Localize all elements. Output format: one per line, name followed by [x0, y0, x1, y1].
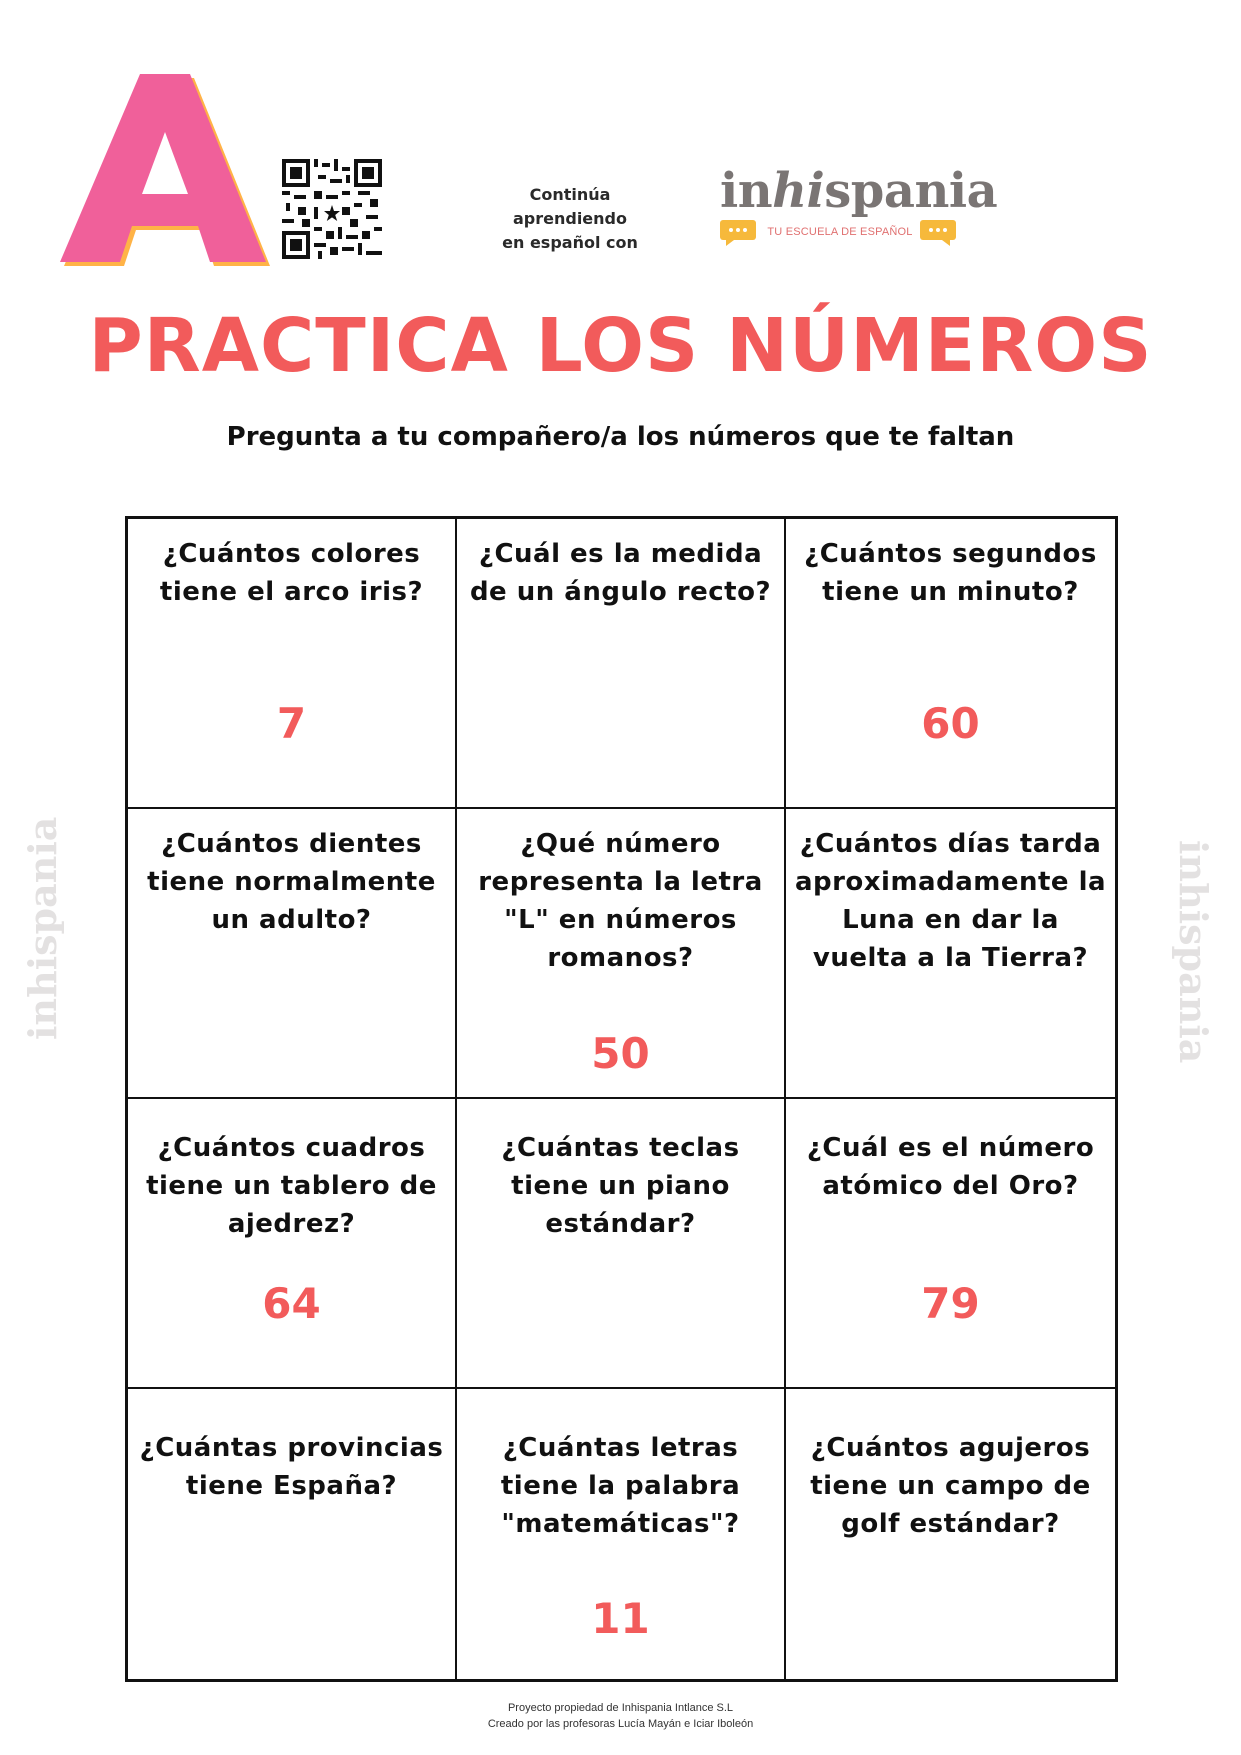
- brand-name: [720, 164, 997, 218]
- brand-name-accent: hi: [772, 163, 825, 219]
- question-card: [786, 1389, 1115, 1679]
- footer-line-1: Proyecto propiedad de Inhispania Intlance S.L: [507, 1702, 734, 1714]
- question-text: ¿Cuál es la medida de un ángulo recto?: [469, 539, 772, 607]
- continue-line-2: en español con: [502, 233, 638, 252]
- question-text: ¿Cuántos colores tiene el arco iris?: [159, 539, 424, 607]
- chat-bubble-icon: [920, 220, 956, 246]
- answer-number: 11: [591, 1594, 650, 1643]
- footer-credits: [0, 1700, 1241, 1732]
- answer-number: 7: [276, 699, 307, 748]
- big-letter-a-logo: [44, 70, 274, 270]
- question-text: ¿Qué número representa la letra "L" en números romanos?: [478, 829, 763, 973]
- question-card: [457, 1099, 786, 1389]
- answer-number: 60: [921, 699, 980, 748]
- chat-bubble-icon: [720, 220, 756, 246]
- question-card: [128, 1099, 457, 1389]
- question-card: [786, 1099, 1115, 1389]
- watermark-text: inhispania: [20, 816, 65, 1040]
- brand-tagline: TU ESCUELA DE ESPAÑOL: [767, 226, 913, 238]
- answer-number: 50: [591, 1029, 650, 1078]
- question-text: ¿Cuántos segundos tiene un minuto?: [804, 539, 1097, 607]
- question-text: ¿Cuántas teclas tiene un piano estándar?: [501, 1133, 740, 1239]
- question-text: ¿Cuántos cuadros tiene un tablero de ajedrez?: [146, 1133, 437, 1239]
- question-card: [786, 809, 1115, 1099]
- watermark-left: [20, 816, 90, 1040]
- continue-learning-text: [470, 183, 670, 255]
- watermark-text: inhispania: [1171, 840, 1216, 1064]
- inhispania-logo: [690, 150, 998, 262]
- footer-line-2: Creado por las profesoras Lucía Mayán e Iciar Iboleón: [487, 1718, 754, 1730]
- continue-line-1: Continúa aprendiendo: [512, 185, 627, 228]
- question-card: [457, 519, 786, 809]
- brand-name-pre: in: [720, 163, 773, 219]
- watermark-right: [1146, 840, 1216, 1064]
- question-text: ¿Cuántos días tarda aproximadamente la Luna en dar la vuelta a la Tierra?: [794, 829, 1107, 973]
- question-text: ¿Cuál es el número atómico del Oro?: [806, 1133, 1095, 1201]
- page-subtitle: Pregunta a tu compañero/a los números que te faltan: [226, 422, 1015, 452]
- question-card: [128, 809, 457, 1099]
- question-text: ¿Cuántos dientes tiene normalmente un adulto?: [147, 829, 436, 935]
- question-card: [457, 809, 786, 1099]
- brand-name-post: spania: [824, 163, 998, 219]
- question-card: [786, 519, 1115, 809]
- question-text: ¿Cuántas provincias tiene España?: [139, 1433, 444, 1501]
- answer-number: 79: [921, 1279, 980, 1328]
- question-card: [128, 519, 457, 809]
- question-card: [457, 1389, 786, 1679]
- answer-number: 64: [262, 1279, 321, 1328]
- qr-code-image: [282, 158, 382, 260]
- page-title: PRACTICA LOS NÚMEROS: [88, 303, 1153, 389]
- question-text: ¿Cuántas letras tiene la palabra "matemáticas"?: [500, 1433, 741, 1539]
- question-card: [128, 1389, 457, 1679]
- question-text: ¿Cuántos agujeros tiene un campo de golf estándar?: [810, 1433, 1091, 1539]
- question-grid: [125, 516, 1118, 1682]
